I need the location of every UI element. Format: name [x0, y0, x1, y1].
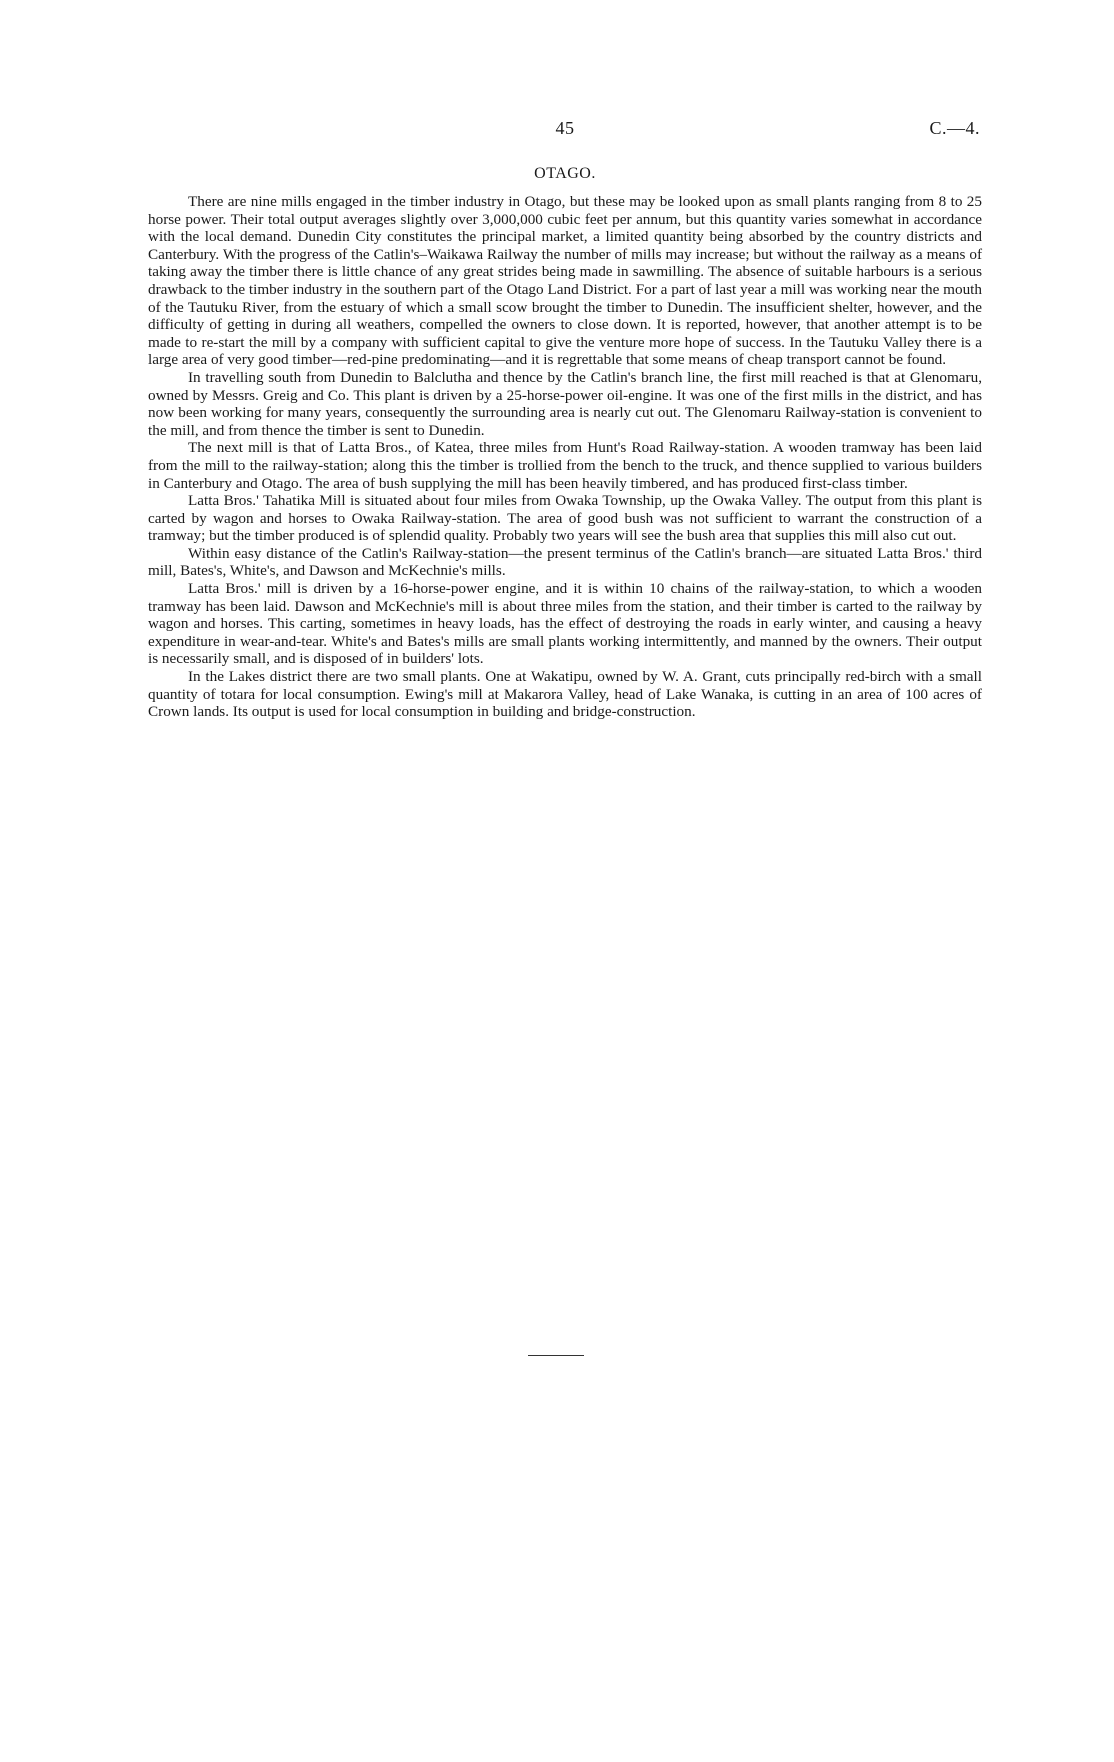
paragraph: There are nine mills engaged in the timber industry in Otago, but these may be looked upon as small plants ranging from 8 to 25 horse power. Their total output averages slightly over 3,000,000 cubic feet per annum, but this quantity varies somewhat in accordance with the local demand. Dunedin City constitutes the principal market, a limited quantity being absorbed by the country districts and Canterbury. With the progress of the Catlin's–Waikawa Railway the number of mills may increase; but without the railway as a means of taking away the timber there is little chance of any great strides being made in sawmilling. The absence of suitable harbours is a serious drawback to the timber industry in the southern part of the Otago Land District. For a part of last year a mill was working near the mouth of the Tautuku River, from the estuary of which a small scow brought the timber to Dunedin. The insufficient shelter, however, and the difficulty of getting in during all weathers, compelled the owners to close down. It is reported, however, that another attempt is to be made to re-start the mill by a company with sufficient capital to give the venture more hope of success. In the Tautuku Valley there is a large area of very good timber—red-pine predominating—and it is regrettable that some means of cheap transport cannot be found.	[148, 193, 982, 369]
paragraph: Latta Bros.' mill is driven by a 16-horse-power engine, and it is within 10 chains of the railway-station, to which a wooden tramway has been laid. Dawson and McKechnie's mill is about three miles from the station, and their timber is carted to the railway by wagon and horses. This carting, sometimes in heavy loads, has the effect of destroying the roads in early winter, and causing a heavy expenditure in wear-and-tear. White's and Bates's mills are small plants working intermittently, and manned by the owners. Their output is necessarily small, and is disposed of in builders' lots.	[148, 580, 982, 668]
page-number: 45	[555, 118, 575, 138]
page-header	[150, 118, 980, 146]
paragraph: In the Lakes district there are two small plants. One at Wakatipu, owned by W. A. Grant, cuts principally red-birch with a small quantity of totara for local consumption. Ewing's mill at Makarora Valley, head of Lake Wanaka, is cutting in an area of 100 acres of Crown lands. Its output is used for local consumption in building and bridge-construction.	[148, 668, 982, 721]
body-text	[148, 193, 982, 721]
paragraph: Latta Bros.' Tahatika Mill is situated about four miles from Owaka Township, up the Owaka Valley. The output from this plant is carted by wagon and horses to Owaka Railway-station. The area of good bush was not sufficient to warrant the construction of a tramway; but the timber produced is of splendid quality. Probably two years will see the bush area that supplies this mill also cut out.	[148, 492, 982, 545]
section-title: OTAGO.	[534, 165, 596, 182]
paragraph: Within easy distance of the Catlin's Railway-station—the present terminus of the Catlin's branch—are situated Latta Bros.' third mill, Bates's, White's, and Dawson and McKechnie's mills.	[148, 544, 982, 580]
document-reference: C.—4.	[929, 118, 980, 138]
paragraph: The next mill is that of Latta Bros., of Katea, three miles from Hunt's Road Railway-station. A wooden tramway has been laid from the mill to the railway-station; along this the timber is trollied from the bench to the truck, and thence supplied to various builders in Canterbury and Otago. The area of bush supplying the mill has been heavily timbered, and has produced first-class timber.	[148, 439, 982, 492]
end-rule	[528, 1355, 584, 1356]
paragraph: In travelling south from Dunedin to Balclutha and thence by the Catlin's branch line, the first mill reached is that at Glenomaru, owned by Messrs. Greig and Co. This plant is driven by a 25-horse-power oil-engine. It was one of the first mills in the district, and has now been working for many years, consequently the surrounding area is nearly cut out. The Glenomaru Railway-station is convenient to the mill, and from thence the timber is sent to Dunedin.	[148, 368, 982, 439]
